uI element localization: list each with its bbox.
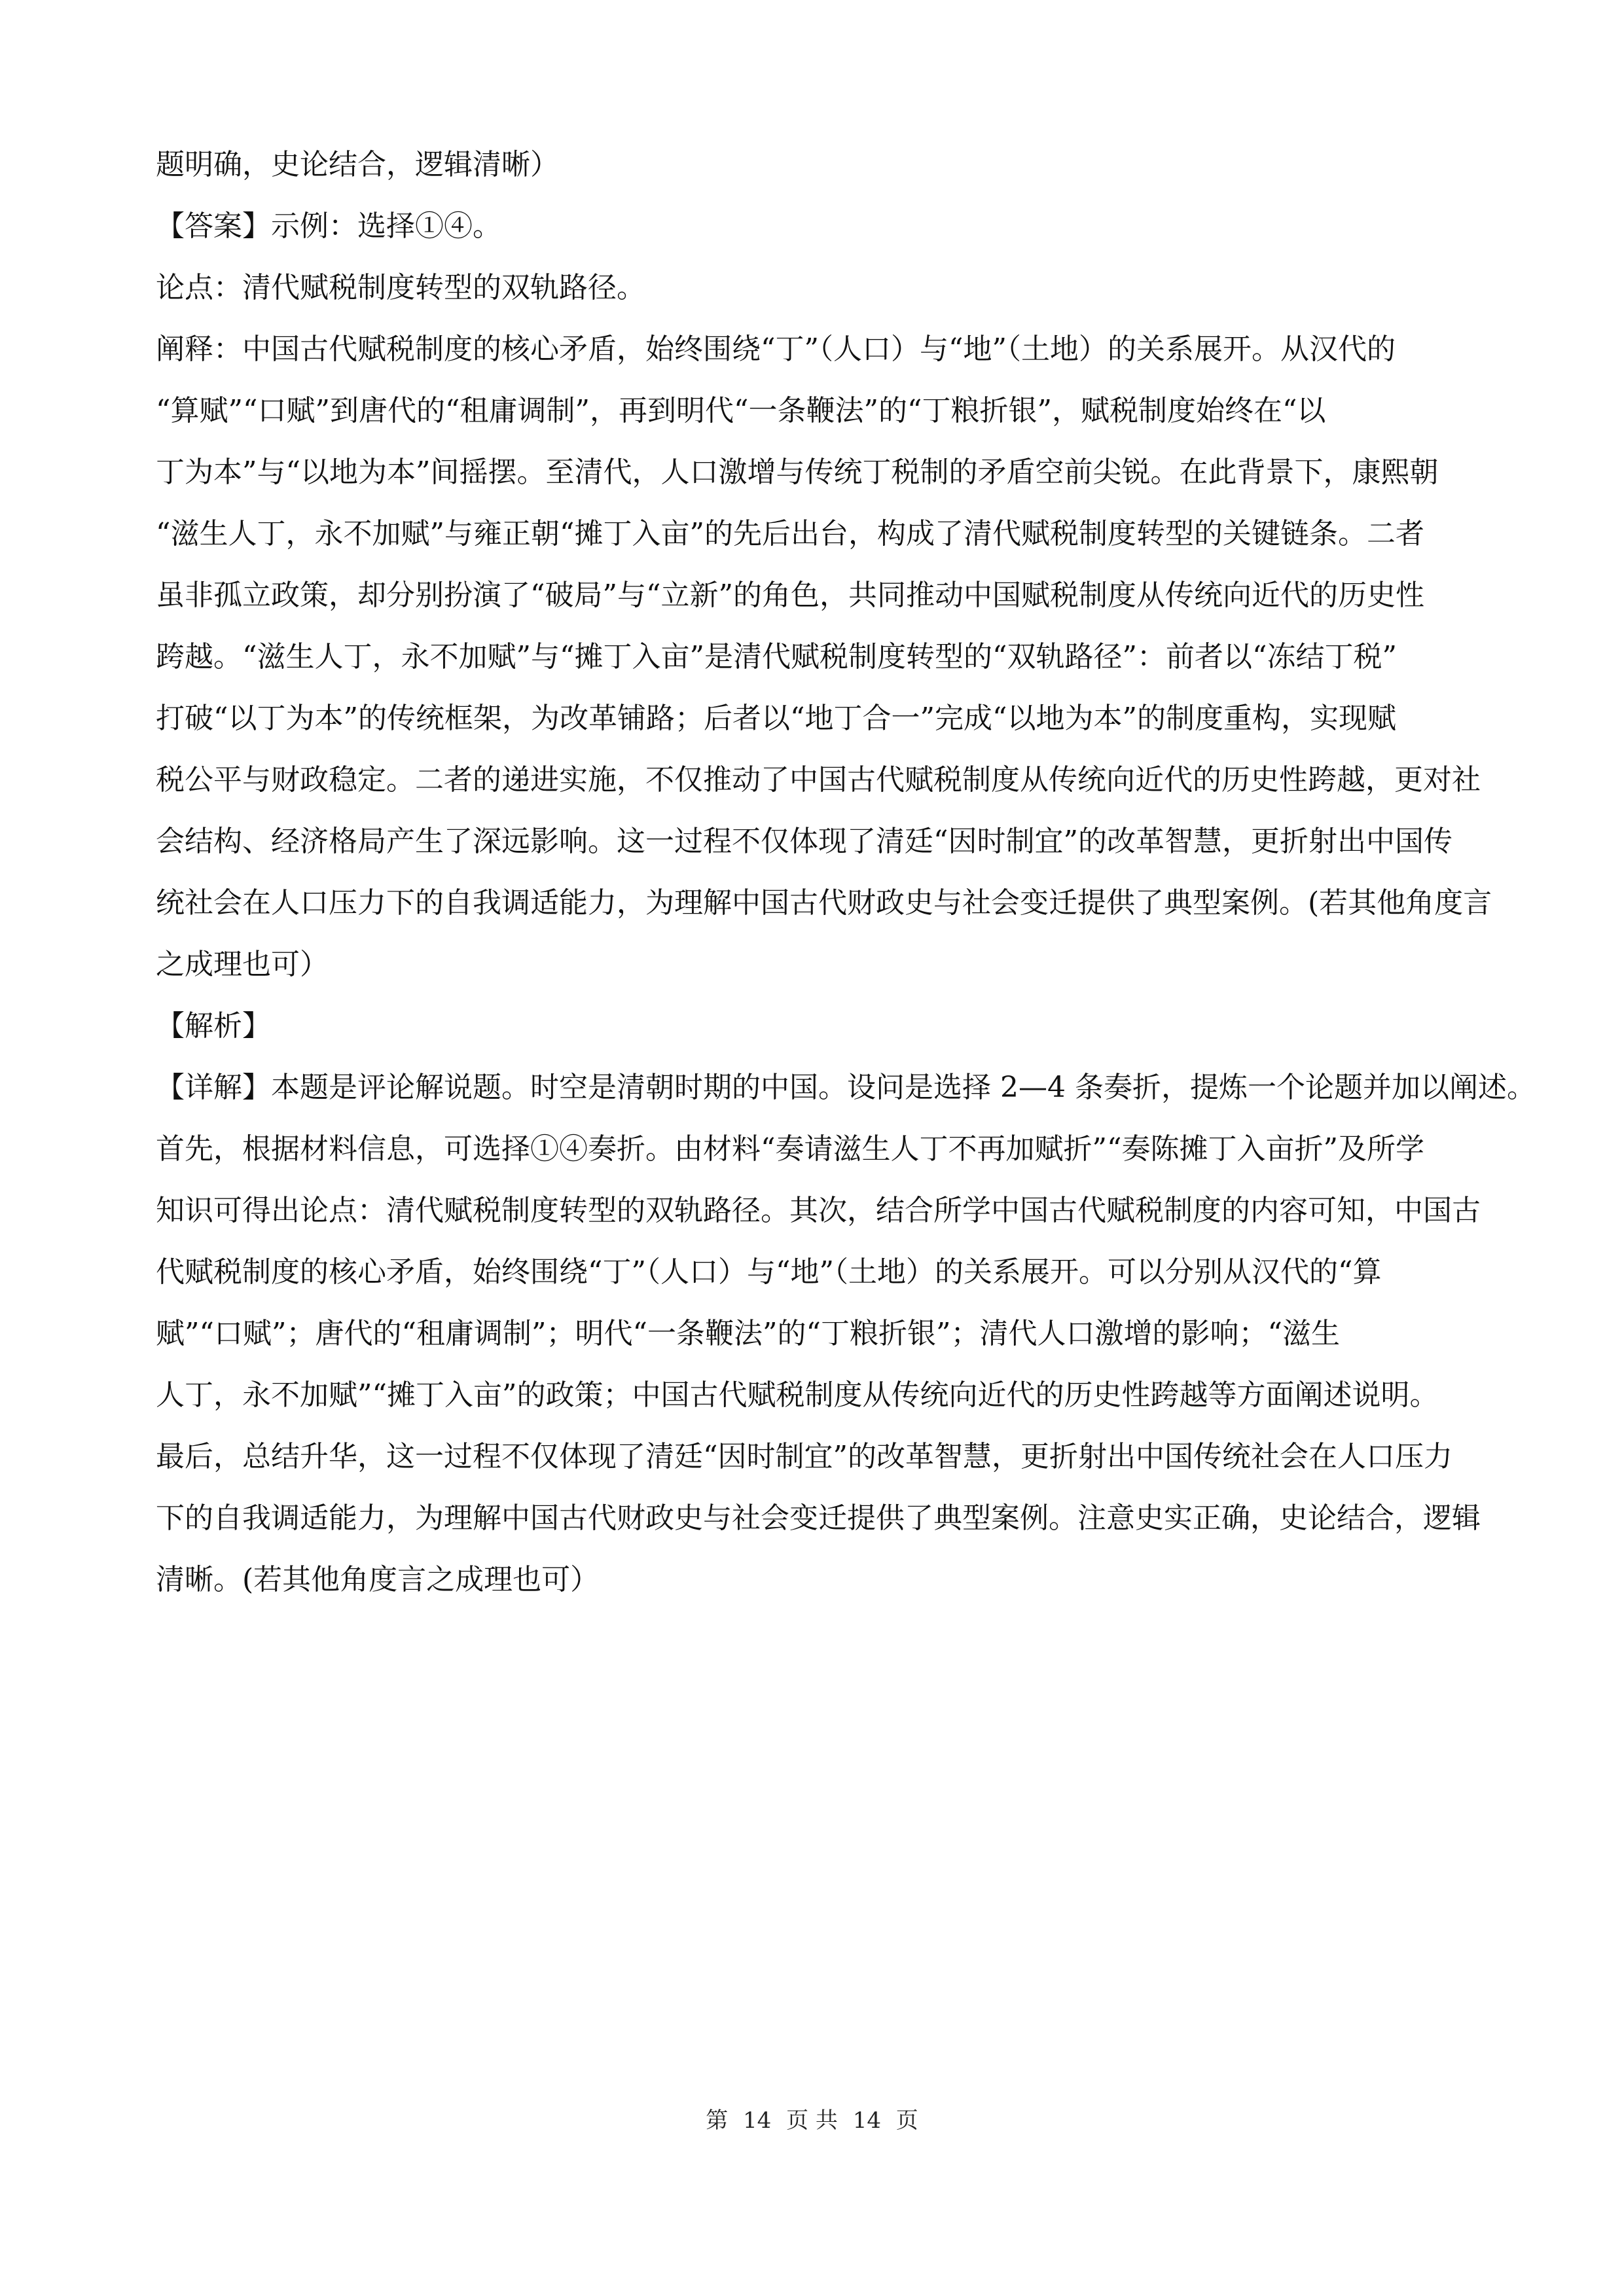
elaboration-line: “滋生人丁，永不加赋”与雍正朝“摊丁入亩”的先后出台，构成了清代赋税制度转型的关键链条。二者 (156, 517, 1424, 550)
thesis-line: 论点：清代赋税制度转型的双轨路径。 (156, 271, 645, 304)
elaboration-paragraph (156, 319, 1492, 996)
elaboration-line: 虽非孤立政策，却分别扮演了“破局”与“立新”的角色，共同推动中国赋税制度从传统向近代的历史性 (156, 579, 1424, 612)
elaboration-line: 丁为本”与“以地为本”间摇摆。至清代，人口激增与传统丁税制的矛盾空前尖锐。在此背景下，康熙朝 (156, 456, 1439, 489)
detail-line: 首先，根据材料信息，可选择①④奏折。由材料“奏请滋生人丁不再加赋折”“奏陈摊丁入亩折”及所学 (156, 1132, 1424, 1166)
detail-line: 知识可得出论点：清代赋税制度转型的双轨路径。其次，结合所学中国古代赋税制度的内容可知，中国古 (156, 1194, 1481, 1227)
continuation-line: 题明确，史论结合，逻辑清晰） (156, 148, 559, 181)
footer-mid: 页 共 (786, 2108, 838, 2134)
detail-line: 清晰。(若其他角度言之成理也可） (156, 1563, 600, 1596)
elaboration-line: 跨越。“滋生人丁，永不加赋”与“摊丁入亩”是清代赋税制度转型的“双轨路径”：前者以“冻结丁税” (156, 640, 1397, 673)
elaboration-line: 阐释：中国古代赋税制度的核心矛盾，始终围绕“丁”（人口）与“地”（土地）的关系展开。从汉代的 (156, 332, 1396, 366)
elaboration-line: 会结构、经济格局产生了深远影响。这一过程不仅体现了清廷“因时制宜”的改革智慧，更折射出中国传 (156, 825, 1453, 858)
analysis-heading: 【解析】 (156, 1009, 271, 1043)
detail-line: 人丁，永不加赋”“摊丁入亩”的政策；中国古代赋税制度从传统向近代的历史性跨越等方面阐述说明。 (156, 1378, 1439, 1412)
page-footer (0, 2108, 1624, 2134)
footer-suffix: 页 (895, 2108, 918, 2134)
detail-line: 代赋税制度的核心矛盾，始终围绕“丁”（人口）与“地”（土地）的关系展开。可以分别从汉代的“算 (156, 1255, 1382, 1289)
elaboration-line: 税公平与财政稳定。二者的递进实施，不仅推动了中国古代赋税制度从传统向近代的历史性跨越，更对社 (156, 763, 1481, 797)
footer-prefix: 第 (706, 2108, 729, 2134)
answer-line: 【答案】示例：选择①④。 (156, 209, 501, 243)
elaboration-line: 之成理也可） (156, 948, 329, 981)
elaboration-line: 打破“以丁为本”的传统框架，为改革铺路；后者以“地丁合一”完成“以地为本”的制度重构，实现赋 (156, 702, 1396, 735)
footer-page-number: 14 (743, 2108, 772, 2134)
detail-line: 下的自我调适能力，为理解中国古代财政史与社会变迁提供了典型案例。注意史实正确，史论结合，逻辑 (156, 1501, 1481, 1535)
elaboration-line: 统社会在人口压力下的自我调适能力，为理解中国古代财政史与社会变迁提供了典型案例。(若其他角度言 (156, 886, 1492, 920)
footer-total-pages: 14 (852, 2108, 881, 2134)
detail-line: 最后，总结升华，这一过程不仅体现了清廷“因时制宜”的改革智慧，更折射出中国传统社会在人口压力 (156, 1440, 1453, 1473)
detail-line: 【详解】本题是评论解说题。时空是清朝时期的中国。设问是选择 2—4 条奏折，提炼一个论题并加以阐述。 (156, 1071, 1536, 1104)
detail-paragraph (156, 1057, 1536, 1611)
detail-line: 赋”“口赋”；唐代的“租庸调制”；明代“一条鞭法”的“丁粮折银”；清代人口激增的影响；“滋生 (156, 1317, 1340, 1350)
elaboration-line: “算赋”“口赋”到唐代的“租庸调制”，再到明代“一条鞭法”的“丁粮折银”，赋税制度始终在“以 (156, 394, 1326, 427)
document-body (156, 134, 1536, 1611)
